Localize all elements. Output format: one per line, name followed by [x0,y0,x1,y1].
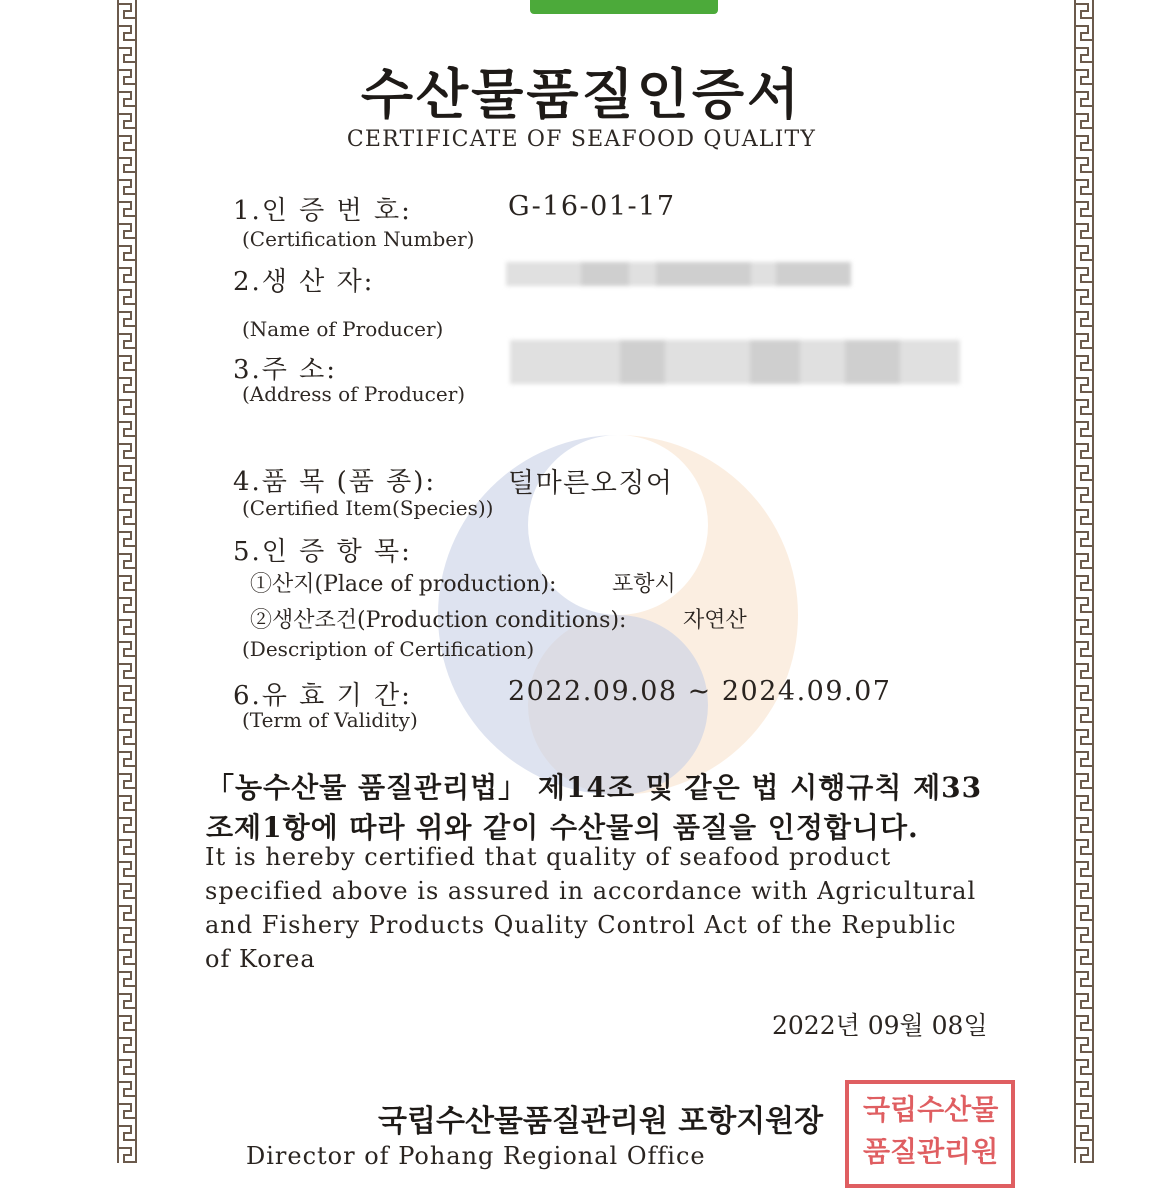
description-label: 5.인 증 항 목: [233,537,412,567]
left-fret-border [116,0,138,1163]
description-sublabel: (Description of Certification) [242,637,535,661]
statement-english-line-4: of Korea [205,945,316,973]
official-red-seal [845,1080,1015,1188]
item-value: 덜마른오징어 [508,468,674,499]
production-conditions-value: 자연산 [683,608,747,633]
item-label: 4.품 목 (품 종): [233,467,437,497]
statement-korean-line-1: 「농수산물 품질관리법」 제14조 및 같은 법 시행규칙 제33 [206,771,983,804]
place-of-production-value: 포항시 [612,572,676,597]
producer-name-redacted [506,262,851,286]
item-sublabel: (Certified Item(Species)) [242,496,494,520]
address-redacted [510,340,960,384]
producer-label: 2.생 산 자: [233,267,375,297]
title-english: CERTIFICATE OF SEAFOOD QUALITY [346,127,817,152]
seal-text-line-1: 국립수산물 [863,1093,999,1126]
seal-text-line-2: 품질관리원 [863,1135,999,1168]
top-green-tab [530,0,718,14]
issue-date: 2022년 09월 08일 [772,1011,988,1040]
validity-value: 2022.09.08 ~ 2024.09.07 [508,676,892,707]
validity-label: 6.유 효 기 간: [233,681,412,711]
producer-sublabel: (Name of Producer) [242,317,444,341]
address-label: 3.주 소: [233,355,338,385]
issuer-english: Director of Pohang Regional Office [246,1142,706,1170]
issuer-korean: 국립수산물품질관리원 포항지원장 [378,1104,824,1139]
cert-number-sublabel: (Certification Number) [242,227,475,251]
title-korean: 수산물품질인증서 [360,62,803,126]
statement-english-line-1: It is hereby certified that quality of seafood product [205,843,892,871]
right-fret-border [1073,0,1095,1163]
production-conditions-label: ②생산조건(Production conditions): [250,608,627,633]
validity-sublabel: (Term of Validity) [242,708,418,732]
statement-english-line-2: specified above is assured in accordance with Agricultural [205,877,977,905]
statement-english-line-3: and Fishery Products Quality Control Act of the Republic [205,911,957,939]
statement-korean-line-2: 조제1항에 따라 위와 같이 수산물의 품질을 인정합니다. [206,811,919,844]
cert-number-value: G-16-01-17 [508,191,676,222]
place-of-production-label: ①산지(Place of production): [250,572,557,597]
address-sublabel: (Address of Producer) [242,382,466,406]
cert-number-label: 1.인 증 번 호: [233,196,412,226]
